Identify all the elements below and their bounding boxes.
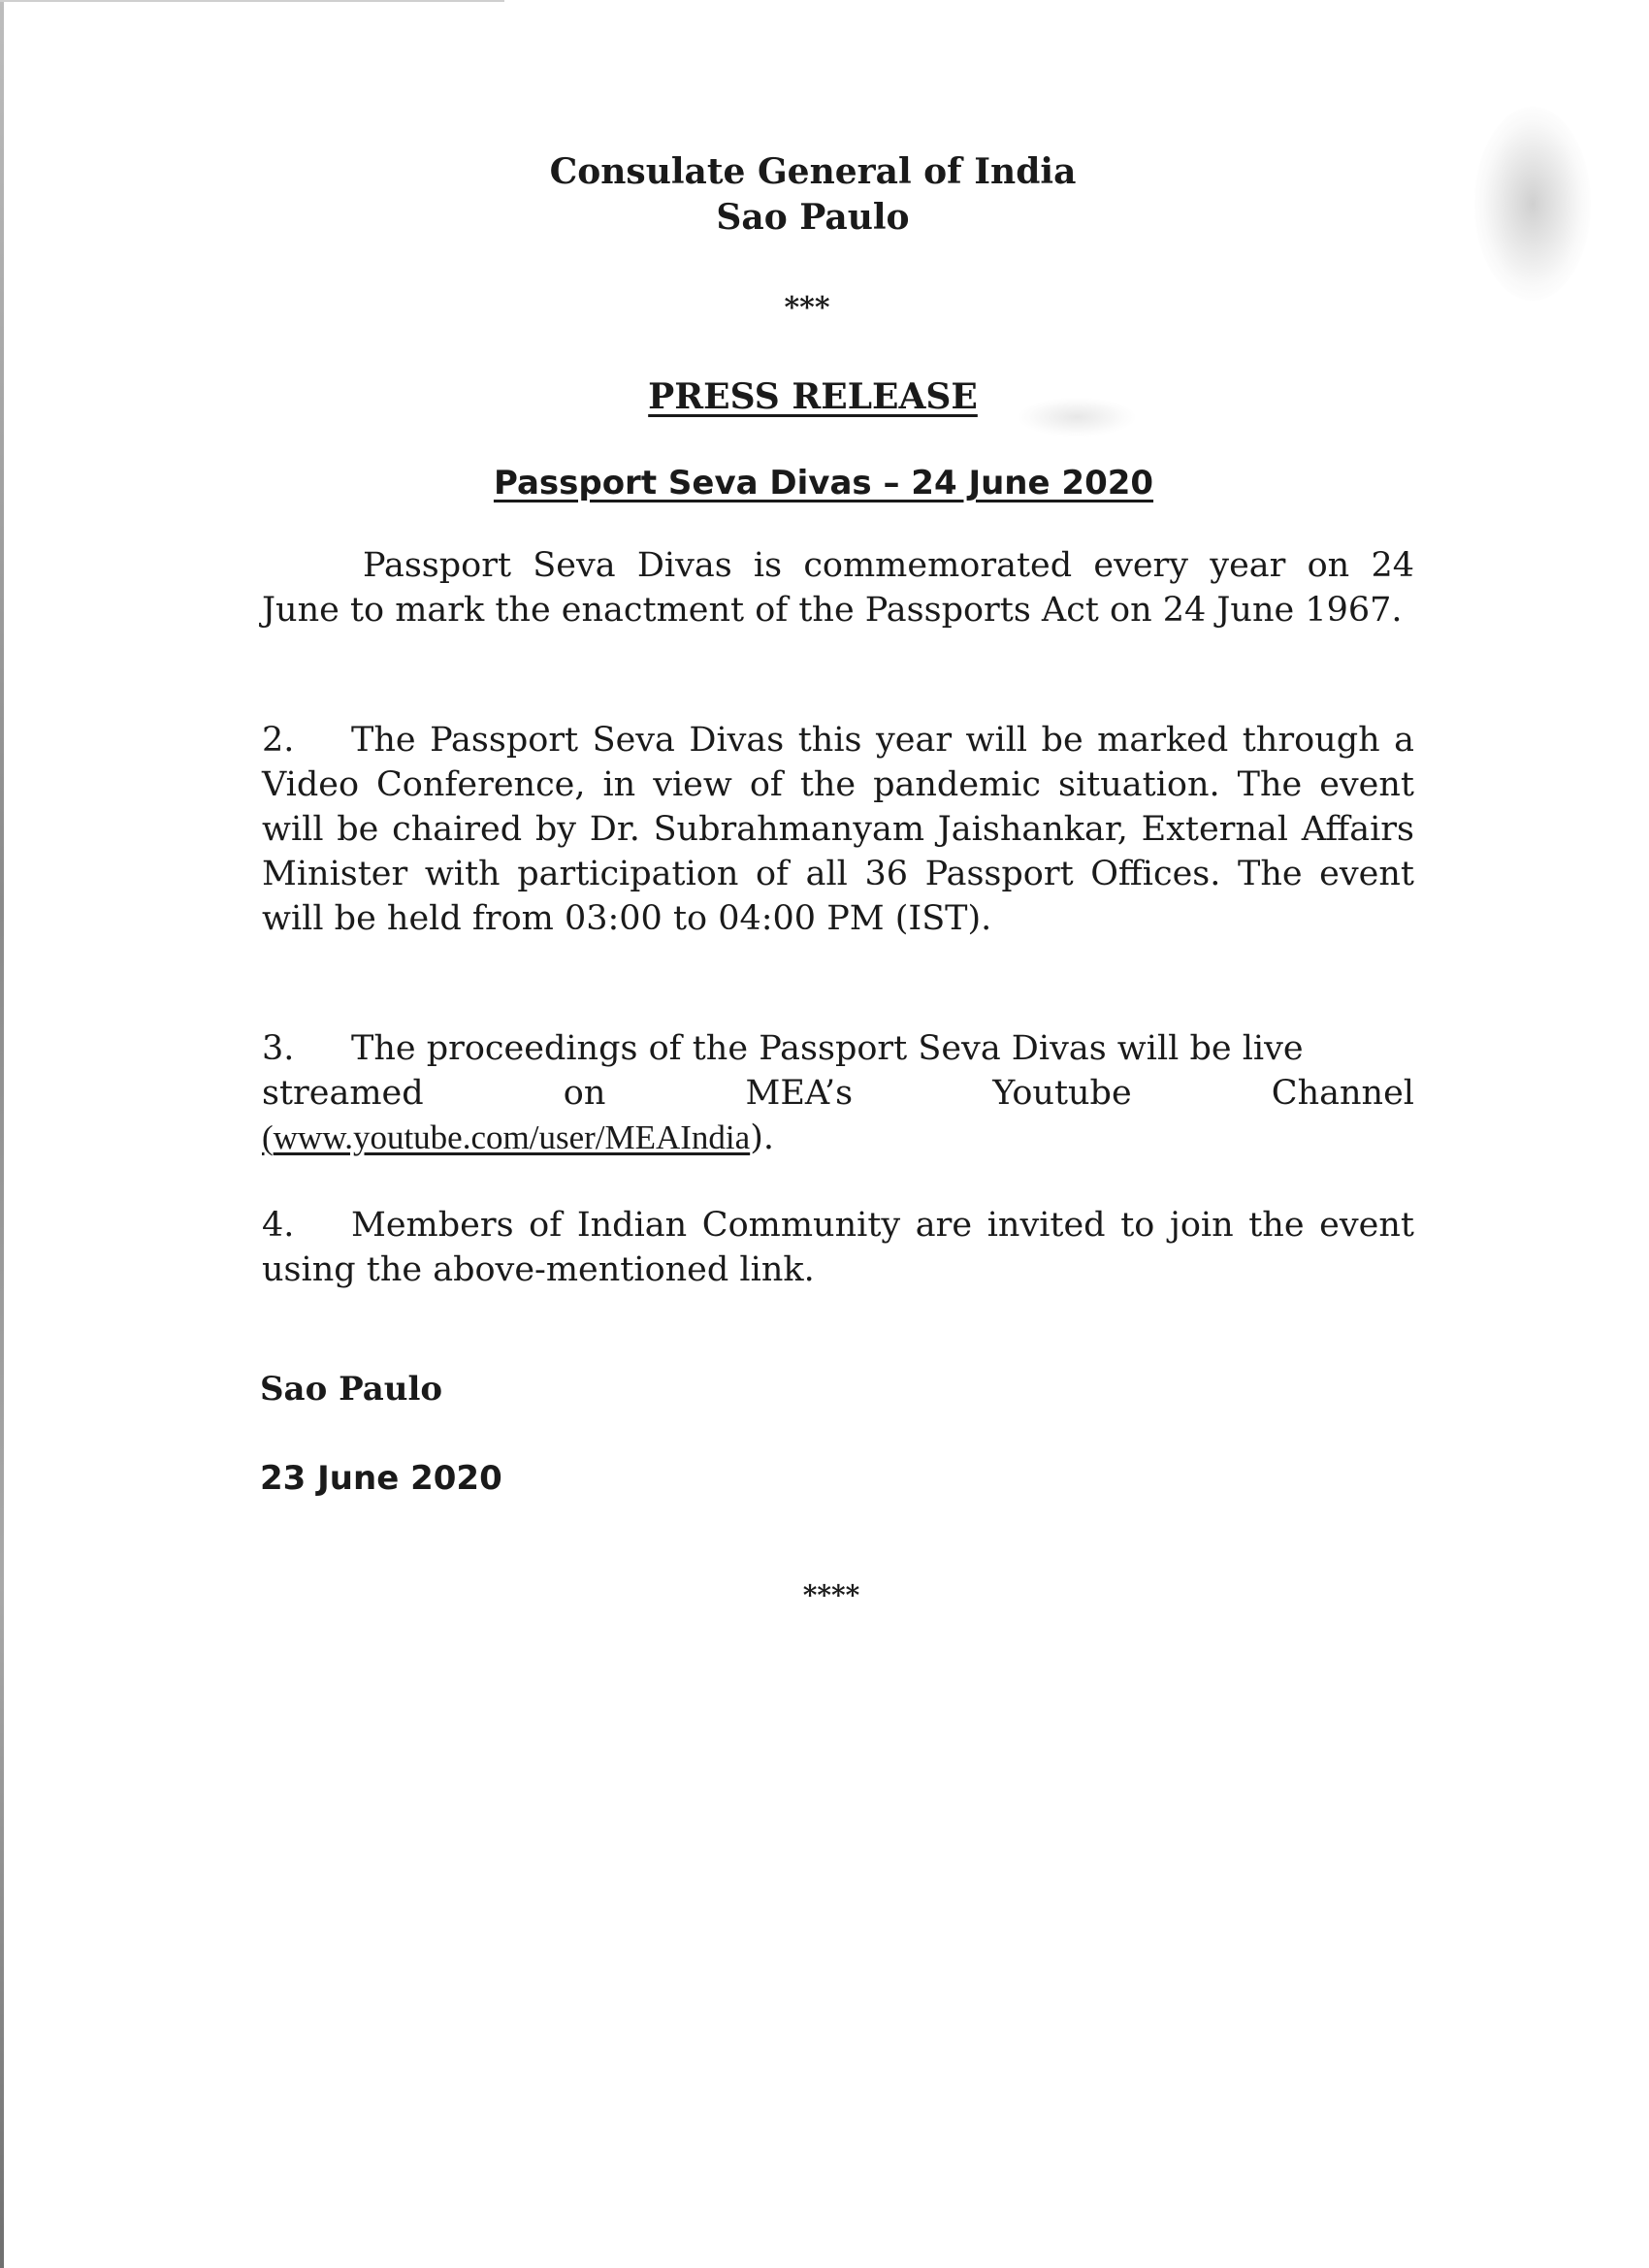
signoff-place: Sao Paulo [260, 1370, 443, 1409]
paragraph-4 [262, 1203, 1414, 1292]
signoff-date: 23 June 2020 [260, 1459, 502, 1498]
paragraph-word: on [563, 1074, 606, 1113]
paragraph-word: Channel [1271, 1074, 1414, 1113]
footer-separator: **** [802, 1579, 860, 1611]
document-title [0, 376, 1637, 417]
scan-top-edge [0, 0, 504, 2]
paragraph-3 [262, 1026, 1414, 1160]
paragraph-2 [262, 718, 1414, 941]
link-close-paren: ). [750, 1118, 774, 1157]
paragraph-line [262, 1071, 1414, 1116]
link-open-paren: ( [262, 1118, 274, 1156]
paragraph-number: 4. [262, 1206, 295, 1245]
paragraph-word: MEA’s [745, 1074, 854, 1113]
header-separator: *** [784, 291, 830, 325]
document-title-text: PRESS RELEASE [648, 376, 978, 417]
document-subject [0, 464, 1648, 502]
paragraph-word: Youtube [992, 1074, 1132, 1113]
document-subject-text: Passport Seva Divas – 24 June 2020 [493, 464, 1154, 502]
paragraph-text: Members of Indian Community are invited to join the event using the above-mentioned link. [262, 1206, 1414, 1289]
organization-name: Consulate General of India [549, 151, 1077, 192]
paragraph-number: 2. [262, 721, 295, 760]
paragraph-text: The proceedings of the Passport Seva Divas will be live [351, 1029, 1304, 1068]
paragraph-1: Passport Seva Divas is commemorated every year on 24 June to mark the enactment of the Passports Act on 24 June 1967. [262, 546, 1414, 630]
paragraph-number: 3. [262, 1029, 295, 1068]
paragraph-line [262, 1026, 1414, 1071]
organization-city: Sao Paulo [716, 197, 910, 238]
paragraph-text: The Passport Seva Divas this year will be marked through a Video Conference, in view of the pandemic situation. The event will be chaired by Dr. Subrahmanyam Jaishankar, External Affairs Minister with participation of all 36 Passport Offices. The event will be held from 03:00 to 04:00 PM (IST). [262, 721, 1414, 938]
paragraph-line [262, 1116, 1414, 1160]
youtube-channel-link[interactable]: www.youtube.com/user/MEAIndia [273, 1118, 751, 1156]
scan-left-edge [0, 0, 4, 2268]
paragraph-word: streamed [262, 1074, 424, 1113]
